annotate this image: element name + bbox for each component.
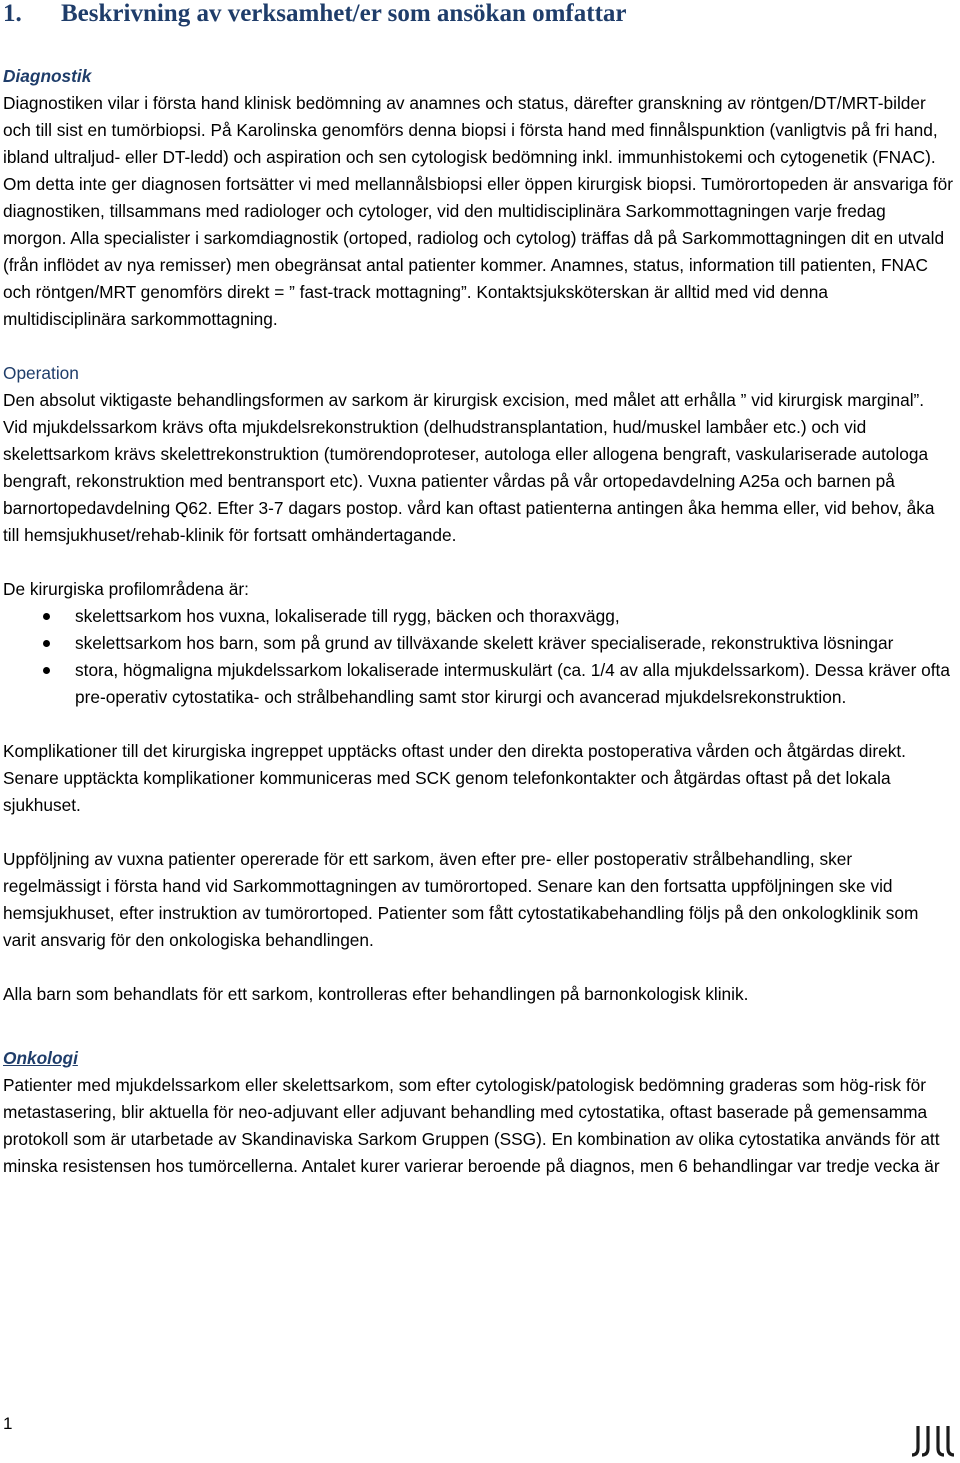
operation-title: Operation xyxy=(3,363,79,383)
karolinska-logo-icon xyxy=(912,1424,956,1458)
complications-paragraph: Komplikationer till det kirurgiska ingreppet upptäcks oftast under den direkta postoperativa vården och åtgärdas direkt. Senare upptäckta komplikationer kommuniceras med SCK genom telefonkontakter och åtgärdas oftast på det lokala sjukhuset. xyxy=(3,741,906,815)
profile-intro: De kirurgiska profilområdena är: xyxy=(3,579,249,599)
list-item xyxy=(3,603,953,630)
followup-paragraph: Uppföljning av vuxna patienter opererade för ett sarkom, även efter pre- eller postoperativ strålbehandling, sker regelmässigt i första hand vid Sarkommottagningen av tumörortoped. Senare kan den fortsatta uppföljningen ske vid hemsjukhuset, efter instruktion av tumörortoped. Patienter som fått cytostatikabehandling följs på den onkologklinik som varit ansvarig för den onkologiska behandlingen. xyxy=(3,849,919,950)
document-page xyxy=(3,0,953,1180)
heading-number: 1. xyxy=(3,0,22,27)
profile-list xyxy=(3,603,953,711)
diagnostik-body: Diagnostiken vilar i första hand klinisk bedömning av anamnes och status, därefter granskning av röntgen/DT/MRT-bilder och till sist en tumörbiopsi. På Karolinska genomförs denna biopsi i första hand med finnålspunktion (vanligtvis på fri hand, ibland ultraljud- eller DT-ledd) och aspiration och sen cytologisk bedömning inkl. immunhistokemi och cytogenetik (FNAC). Om detta inte ger diagnosen fortsätter vi med mellannålsbiopsi eller öppen kirurgisk biopsi. Tumörortopeden är ansvariga för diagnostiken, tillsammans med radiologer och cytologer, vid den multidisciplinära Sarkommottagningen varje fredag morgon. Alla specialister i sarkomdiagnostik (ortoped, radiolog och cytolog) träffas då på Sarkommottagningen dit en utvald (från inflödet av nya remisser) men obegränsat antal patienter kommer. Anamnes, status, information till patienten, FNAC och röntgen/MRT genomförs direkt = ” fast-track mottagning”. Kontaktsjuksköterskan är alltid med vid denna multidisciplinära sarkommottagning. xyxy=(3,93,954,329)
bullet-icon xyxy=(43,667,50,674)
onkologi-title: Onkologi xyxy=(3,1048,78,1068)
page-number: 1 xyxy=(3,1414,13,1433)
bullet-icon xyxy=(43,640,50,647)
list-item-text: stora, högmaligna mjukdelssarkom lokaliserade intermuskulärt (ca. 1/4 av alla mjukdelssarkom). Dessa kräver ofta pre-operativ cytostatika- och strålbehandling samt stor kirurgi och avancerad mjukdelsrekonstruktion. xyxy=(75,660,950,707)
operation-body: Den absolut viktigaste behandlingsformen av sarkom är kirurgisk excision, med målet att erhålla ” vid kirurgisk marginal”. Vid mjukdelssarkom krävs ofta mjukdelsrekonstruktion (delhudstransplantation, hud/muskel lambåer etc.) och vid skelettsarkom krävs skelettrekonstruktion (tumörendoproteser, autologa eller allogena bengraft, vaskulariserade autologa bengraft, rekonstruktion med bentransport etc). Vuxna patienter vårdas på vår ortopedavdelning A25a och barnen på barnortopedavdelning Q62. Efter 3-7 dagars postop. vård kan oftast patienterna antingen åka hemma eller, vid behov, åka till hemsjukhuset/rehab-klinik för fortsatt omhändertagande. xyxy=(3,390,935,545)
list-item xyxy=(3,657,953,711)
section-heading xyxy=(3,0,953,30)
onkologi-body: Patienter med mjukdelssarkom eller skelettsarkom, som efter cytologisk/patologisk bedömning graderas som hög-risk för metastasering, blir aktuella för neo-adjuvant eller adjuvant behandling med cytostatika, oftast baserade på gemensamma protokoll som är utarbetade av Skandinaviska Sarkom Gruppen (SSG). En kombination av olika cytostatika används för att minska resistensen hos tumörcellerna. Antalet kurer varierar beroende på diagnos, men 6 behandlingar var tredje vecka är xyxy=(3,1075,940,1176)
list-item xyxy=(3,630,953,657)
children-paragraph: Alla barn som behandlats för ett sarkom, kontrolleras efter behandlingen på barnonkologisk klinik. xyxy=(3,984,749,1004)
diagnostik-title: Diagnostik xyxy=(3,66,92,86)
bullet-icon xyxy=(43,613,50,620)
list-item-text: skelettsarkom hos vuxna, lokaliserade till rygg, bäcken och thoraxvägg, xyxy=(75,606,620,626)
heading-title: Beskrivning av verksamhet/er som ansökan omfattar xyxy=(61,0,627,27)
list-item-text: skelettsarkom hos barn, som på grund av tillväxande skelett kräver specialiserade, rekonstruktiva lösningar xyxy=(75,633,894,653)
